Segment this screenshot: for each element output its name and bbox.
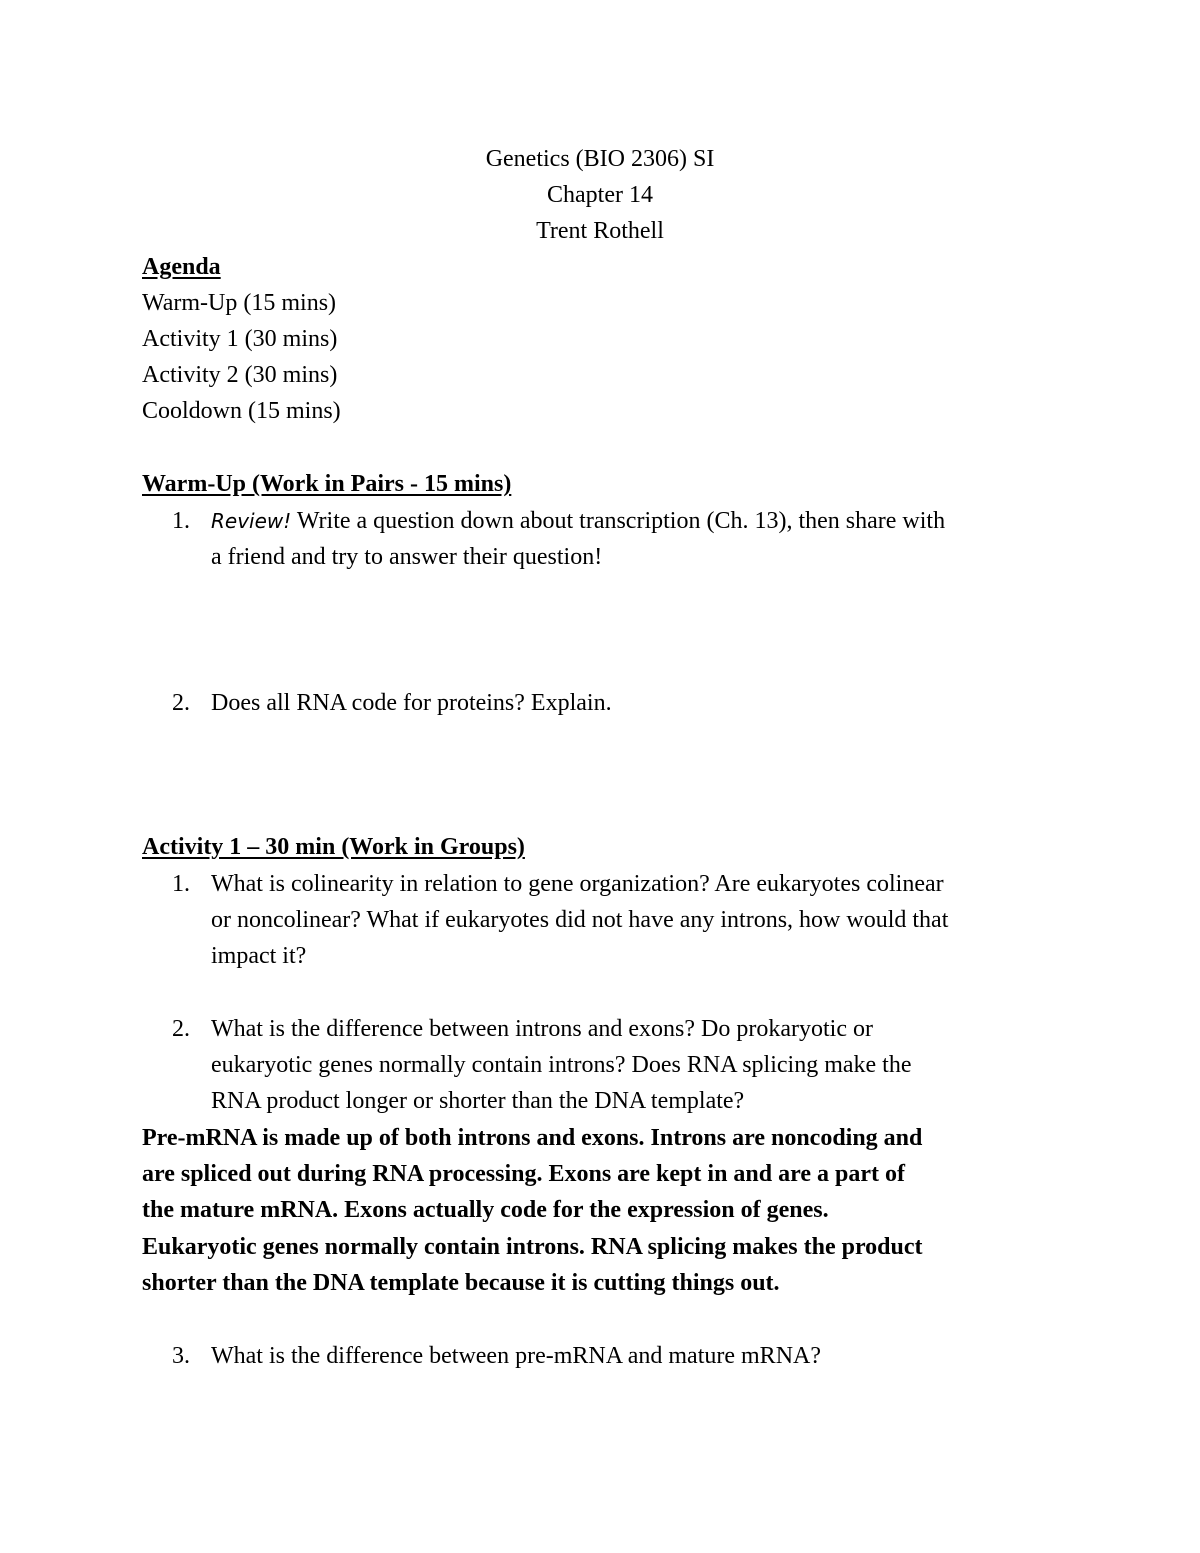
warmup-q1-number: 1.	[172, 508, 190, 534]
activity1-q2-line: RNA product longer or shorter than the DNA template?	[211, 1088, 745, 1114]
activity1-q1-line: or noncolinear? What if eukaryotes did not have any introns, how would that	[211, 907, 949, 933]
warmup-heading: Warm-Up (Work in Pairs - 15 mins)	[142, 471, 512, 497]
activity1-q1-number: 1.	[172, 871, 190, 897]
answer-line: are spliced out during RNA processing. Exons are kept in and are a part of	[142, 1161, 905, 1187]
activity1-q3-line: What is the difference between pre-mRNA and mature mRNA?	[211, 1343, 822, 1369]
agenda-item: Cooldown (15 mins)	[142, 398, 341, 424]
leader-name: Trent Rothell	[536, 218, 664, 244]
warmup-q1-line	[211, 506, 945, 536]
activity1-q2-number: 2.	[172, 1016, 190, 1042]
warmup-q1-text: Write a question down about transcription (Ch. 13), then share with	[291, 508, 946, 534]
agenda-item: Activity 2 (30 mins)	[142, 362, 338, 388]
agenda-item: Activity 1 (30 mins)	[142, 326, 338, 352]
activity1-q3-number: 3.	[172, 1343, 190, 1369]
answer-line: Eukaryotic genes normally contain introns. RNA splicing makes the product	[142, 1234, 923, 1260]
agenda-item: Warm-Up (15 mins)	[142, 290, 337, 316]
course-title: Genetics (BIO 2306) SI	[485, 146, 715, 172]
activity1-heading: Activity 1 – 30 min (Work in Groups)	[142, 834, 525, 860]
review-label: Review!	[211, 509, 292, 533]
warmup-q2-number: 2.	[172, 690, 190, 716]
agenda-heading: Agenda	[142, 254, 221, 280]
activity1-q1-line: What is colinearity in relation to gene organization? Are eukaryotes colinear	[211, 871, 944, 897]
answer-line: the mature mRNA. Exons actually code for the expression of genes.	[142, 1197, 829, 1223]
warmup-q2-line: Does all RNA code for proteins? Explain.	[211, 690, 612, 716]
answer-line: shorter than the DNA template because it is cutting things out.	[142, 1270, 780, 1296]
answer-line: Pre-mRNA is made up of both introns and exons. Introns are noncoding and	[142, 1125, 923, 1151]
activity1-q2-line: eukaryotic genes normally contain introns? Does RNA splicing make the	[211, 1052, 912, 1078]
chapter-title: Chapter 14	[547, 182, 653, 208]
warmup-q1-line: a friend and try to answer their question!	[211, 544, 603, 570]
activity1-q2-line: What is the difference between introns and exons? Do prokaryotic or	[211, 1016, 873, 1042]
activity1-q1-line: impact it?	[211, 943, 307, 969]
